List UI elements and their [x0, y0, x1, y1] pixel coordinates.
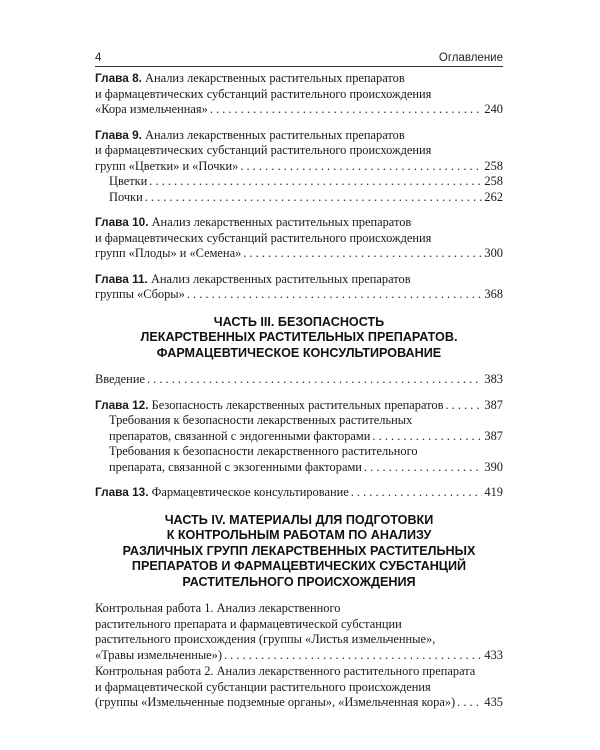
- entry-title-line: Контрольная работа 1. Анализ лекарственного: [95, 601, 341, 615]
- page-ref: 435: [484, 695, 503, 709]
- header-divider: [95, 66, 503, 67]
- toc-entry-introduction[interactable]: [95, 372, 503, 388]
- dot-leader: [457, 695, 482, 711]
- toc-entry-test-work-2[interactable]: [95, 664, 503, 711]
- chapter-label: Глава 13.: [95, 485, 149, 499]
- running-title: Оглавление: [438, 52, 503, 64]
- toc-entry-chapter-9[interactable]: [95, 128, 503, 206]
- toc-subentry-buds[interactable]: [95, 190, 503, 206]
- entry-title-line: растительного препарата и фармацевтической субстанции: [95, 616, 402, 631]
- entry-title-line: (группы «Измельченные подземные органы», «Измельченная кора»): [95, 695, 456, 709]
- page-ref: 368: [484, 287, 503, 301]
- chapter-title-line: группы «Сборы»: [95, 287, 185, 301]
- page-number: 4: [95, 52, 102, 64]
- dot-leader: [210, 102, 483, 118]
- dot-leader: [240, 159, 482, 175]
- chapter-label: Глава 11.: [95, 271, 148, 286]
- dot-leader: [445, 398, 482, 414]
- part-heading-line: ЧАСТЬ IV. МАТЕРИАЛЫ ДЛЯ ПОДГОТОВКИ: [164, 512, 434, 527]
- part-heading-line: ПРЕПАРАТОВ И ФАРМАЦЕВТИЧЕСКИХ СУБСТАНЦИЙ: [131, 559, 467, 573]
- dot-leader: [364, 460, 482, 476]
- chapter-title-line: Анализ лекарственных растительных препаратов: [151, 215, 412, 229]
- subentry-title: Почки: [109, 189, 143, 204]
- page-ref: 258: [484, 174, 503, 188]
- toc-entry-chapter-13[interactable]: [95, 485, 503, 501]
- entry-title-line: и фармацевтической субстанции растительного происхождения: [95, 679, 431, 694]
- toc-entry-chapter-8[interactable]: [95, 71, 503, 118]
- chapter-title-line: и фармацевтических субстанций растительного происхождения: [95, 230, 432, 245]
- toc-subentry-endogenous[interactable]: [95, 413, 503, 444]
- chapter-title-line: групп «Плоды» и «Семена»: [95, 246, 242, 260]
- part-3-heading: [95, 315, 503, 362]
- subentry-title-line: Требования к безопасности лекарственных растительных: [109, 413, 413, 427]
- page-ref: 240: [484, 102, 503, 116]
- part-heading-line: РАЗЛИЧНЫХ ГРУПП ЛЕКАРСТВЕННЫХ РАСТИТЕЛЬНЫХ: [122, 543, 476, 558]
- toc-entry-chapter-12[interactable]: [95, 398, 503, 476]
- page-ref: 433: [484, 647, 503, 662]
- entry-title-line: Контрольная работа 2. Анализ лекарственного растительного препарата: [95, 664, 476, 678]
- page-ref: 262: [484, 189, 503, 204]
- toc-entry-chapter-10[interactable]: [95, 215, 503, 262]
- chapter-label: Глава 10.: [95, 215, 149, 229]
- page-ref: 390: [484, 459, 503, 474]
- subentry-title: Цветки: [109, 174, 148, 188]
- dot-leader: [149, 174, 482, 190]
- chapter-title-line: и фармацевтических субстанций растительного происхождения: [95, 86, 432, 101]
- chapter-title-line: Анализ лекарственных растительных препаратов: [145, 71, 405, 85]
- chapter-title-line: «Кора измельченная»: [95, 102, 208, 116]
- dot-leader: [351, 485, 483, 501]
- dot-leader: [145, 190, 483, 206]
- part-4-heading: [95, 513, 503, 591]
- part-heading-line: ЛЕКАРСТВЕННЫХ РАСТИТЕЛЬНЫХ ПРЕПАРАТОВ.: [140, 330, 458, 344]
- dot-leader: [372, 429, 482, 445]
- page-ref: 419: [484, 485, 503, 499]
- entry-title: Введение: [95, 372, 145, 386]
- page-ref: 387: [484, 428, 503, 443]
- toc-entry-test-work-1[interactable]: [95, 601, 503, 663]
- chapter-title-line: Безопасность лекарственных растительных препаратов: [151, 397, 444, 412]
- page-ref: 383: [484, 372, 503, 386]
- dot-leader: [224, 648, 482, 664]
- table-of-contents: [95, 71, 503, 721]
- page-ref: 387: [484, 397, 503, 412]
- entry-title-line: растительного происхождения (группы «Листья измельченные»,: [95, 632, 436, 646]
- toc-subentry-flowers[interactable]: [95, 174, 503, 190]
- chapter-label: Глава 12.: [95, 397, 149, 412]
- subentry-title-line: Требования к безопасности лекарственного растительного: [109, 444, 418, 458]
- toc-entry-chapter-11[interactable]: [95, 272, 503, 303]
- dot-leader: [187, 287, 483, 303]
- part-heading-line: К КОНТРОЛЬНЫМ РАБОТАМ ПО АНАЛИЗУ: [166, 528, 432, 542]
- dot-leader: [147, 372, 482, 388]
- dot-leader: [243, 246, 482, 262]
- chapter-title-line: Фармацевтическое консультирование: [151, 485, 349, 499]
- page-ref: 300: [484, 246, 503, 260]
- subentry-title-line: препарата, связанной с экзогенными факторами: [109, 459, 362, 474]
- chapter-label: Глава 9.: [95, 127, 142, 142]
- chapter-title-line: групп «Цветки» и «Почки»: [95, 158, 239, 173]
- chapter-title-line: Анализ лекарственных растительных препаратов: [150, 271, 411, 286]
- page-header: [95, 44, 503, 64]
- chapter-title-line: и фармацевтических субстанций растительного происхождения: [95, 143, 432, 157]
- toc-subentry-exogenous[interactable]: [95, 444, 503, 475]
- chapter-label: Глава 8.: [95, 71, 142, 85]
- entry-title-line: «Травы измельченные»): [95, 647, 222, 662]
- page-ref: 258: [484, 158, 503, 173]
- part-heading-line: ЧАСТЬ III. БЕЗОПАСНОСТЬ: [213, 314, 385, 329]
- subentry-title-line: препаратов, связанной с эндогенными факторами: [109, 428, 371, 443]
- part-heading-line: РАСТИТЕЛЬНОГО ПРОИСХОЖДЕНИЯ: [182, 574, 416, 589]
- chapter-title-line: Анализ лекарственных растительных препаратов: [145, 127, 405, 142]
- part-heading-line: ФАРМАЦЕВТИЧЕСКОЕ КОНСУЛЬТИРОВАНИЕ: [156, 345, 442, 360]
